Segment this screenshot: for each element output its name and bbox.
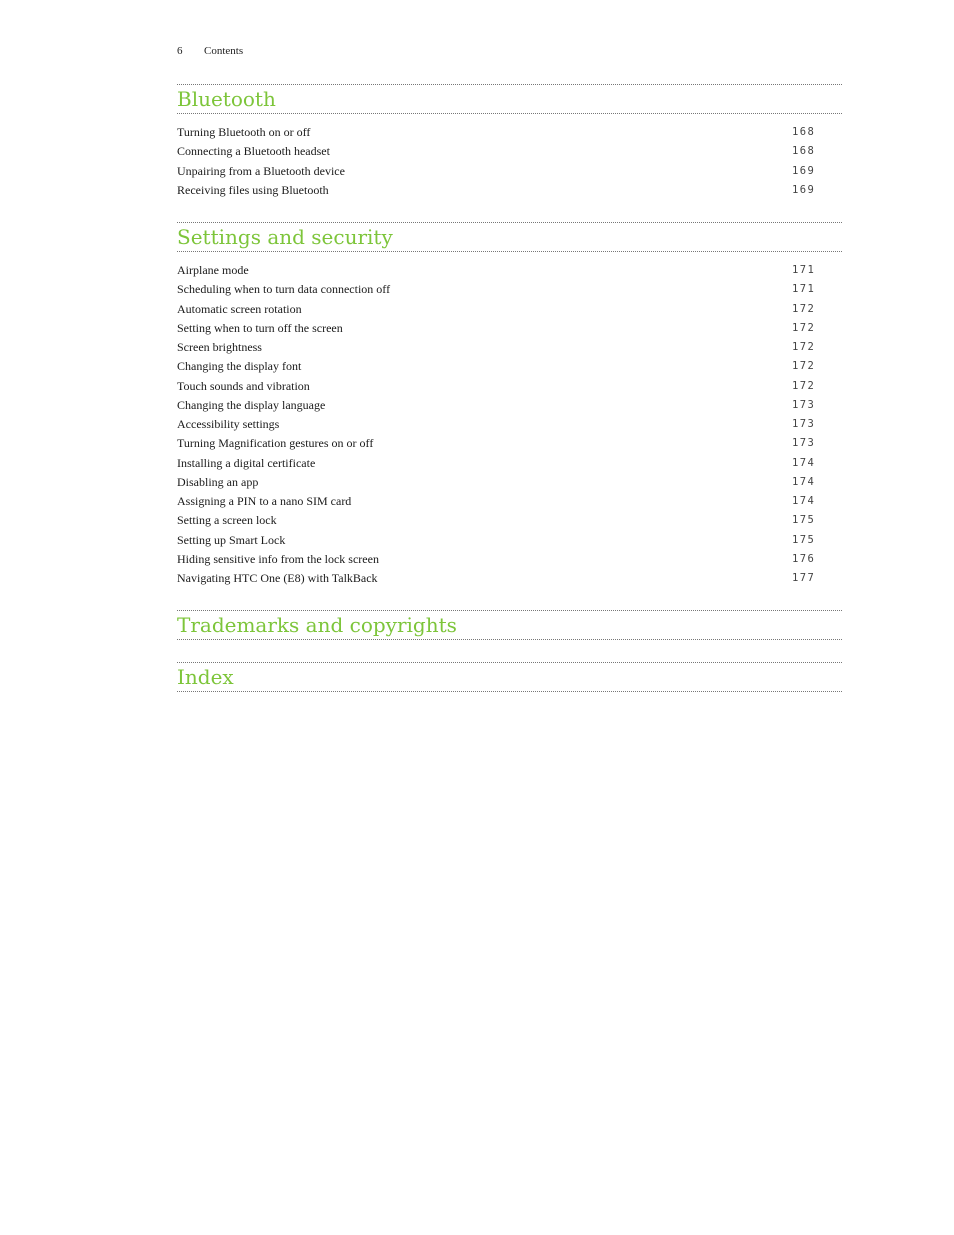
toc-entry-label: Scheduling when to turn data connection off: [177, 282, 391, 297]
section-heading-bar: [177, 222, 842, 252]
toc-entry-label: Screen brightness: [177, 340, 262, 354]
toc-entry-page: 174: [792, 456, 816, 469]
toc-entry-label: Changing the display font: [177, 359, 302, 374]
toc-entry-label: Accessibility settings: [177, 417, 280, 431]
toc-entry-label: Setting a screen lock: [177, 513, 277, 528]
toc-entry-page: 172: [792, 341, 816, 353]
toc-entry-label: Setting when to turn off the screen: [177, 320, 343, 335]
toc-entry[interactable]: [177, 531, 842, 550]
toc-entry[interactable]: [177, 162, 842, 181]
toc-entry[interactable]: [177, 338, 842, 357]
toc-entry-page: 171: [792, 264, 816, 276]
section-title[interactable]: Trademarks and copyrights: [177, 613, 457, 638]
toc-entry-label: Unpairing from a Bluetooth device: [177, 163, 345, 178]
toc-entry-page: 171: [792, 283, 816, 296]
toc-entry-page: 169: [792, 164, 816, 177]
toc-entry-label: Hiding sensitive info from the lock screen: [177, 551, 379, 566]
toc-entry[interactable]: [177, 377, 842, 396]
toc-entry[interactable]: [177, 261, 842, 280]
toc-entry-page: 174: [792, 475, 816, 488]
toc-section-settings-and-security: [177, 222, 842, 588]
toc-entry[interactable]: [177, 511, 842, 530]
toc-entry[interactable]: [177, 181, 842, 200]
section-heading-bar: [177, 662, 842, 692]
toc-entry[interactable]: [177, 454, 842, 473]
toc-entry-page: 174: [792, 495, 816, 507]
section-entries: [177, 261, 842, 588]
toc-entry-label: Setting up Smart Lock: [177, 532, 286, 547]
toc-entry-label: Receiving files using Bluetooth: [177, 182, 329, 197]
toc-entry-label: Turning Magnification gestures on or off: [177, 436, 374, 451]
toc-entry-page: 168: [792, 145, 816, 158]
toc-entry-label: Disabling an app: [177, 474, 259, 489]
toc-entry-label: Touch sounds and vibration: [177, 378, 310, 393]
toc-entry[interactable]: [177, 319, 842, 338]
toc-entry-page: 168: [792, 126, 816, 138]
section-title[interactable]: Settings and security: [177, 225, 393, 249]
toc-section-trademarks-and-copyrights: [177, 610, 842, 640]
toc-section-index: [177, 662, 842, 692]
toc-entry-label: Automatic screen rotation: [177, 301, 302, 316]
section-entries: [177, 123, 842, 200]
toc-entry[interactable]: [177, 123, 842, 142]
toc-entry-page: 172: [792, 321, 816, 334]
toc-entry[interactable]: [177, 142, 842, 161]
toc-entry[interactable]: [177, 473, 842, 492]
toc-entry-page: 173: [792, 437, 816, 450]
toc-entry-label: Airplane mode: [177, 263, 249, 277]
toc-entry-page: 172: [792, 379, 816, 392]
page-header: [177, 45, 243, 57]
section-title[interactable]: Bluetooth: [177, 87, 276, 111]
toc-entry[interactable]: [177, 396, 842, 415]
toc-section-bluetooth: [177, 84, 842, 200]
toc-entry-page: 177: [792, 572, 816, 584]
table-of-contents: [177, 84, 842, 714]
toc-entry-page: 175: [792, 533, 816, 546]
toc-entry-page: 173: [792, 418, 816, 430]
section-heading-bar: [177, 610, 842, 640]
toc-entry-page: 172: [792, 302, 816, 315]
toc-entry-label: Turning Bluetooth on or off: [177, 125, 311, 139]
toc-entry[interactable]: [177, 434, 842, 453]
toc-entry[interactable]: [177, 550, 842, 569]
toc-entry[interactable]: [177, 569, 842, 588]
section-heading-bar: [177, 84, 842, 114]
toc-entry-label: Changing the display language: [177, 397, 326, 412]
toc-entry[interactable]: [177, 492, 842, 511]
page-header-title: Contents: [204, 45, 244, 57]
toc-entry[interactable]: [177, 415, 842, 434]
toc-entry-page: 173: [792, 398, 816, 411]
section-title[interactable]: Index: [177, 665, 234, 690]
toc-entry-page: 175: [792, 514, 816, 527]
toc-entry-label: Installing a digital certificate: [177, 455, 316, 470]
toc-entry-label: Navigating HTC One (E8) with TalkBack: [177, 571, 378, 585]
toc-entry[interactable]: [177, 280, 842, 299]
toc-entry-label: Connecting a Bluetooth headset: [177, 144, 330, 159]
page-number: 6: [177, 45, 183, 57]
toc-entry-label: Assigning a PIN to a nano SIM card: [177, 494, 352, 508]
toc-entry-page: 169: [792, 183, 816, 196]
toc-entry[interactable]: [177, 357, 842, 376]
toc-entry[interactable]: [177, 300, 842, 319]
toc-entry-page: 176: [792, 552, 816, 565]
toc-entry-page: 172: [792, 360, 816, 373]
